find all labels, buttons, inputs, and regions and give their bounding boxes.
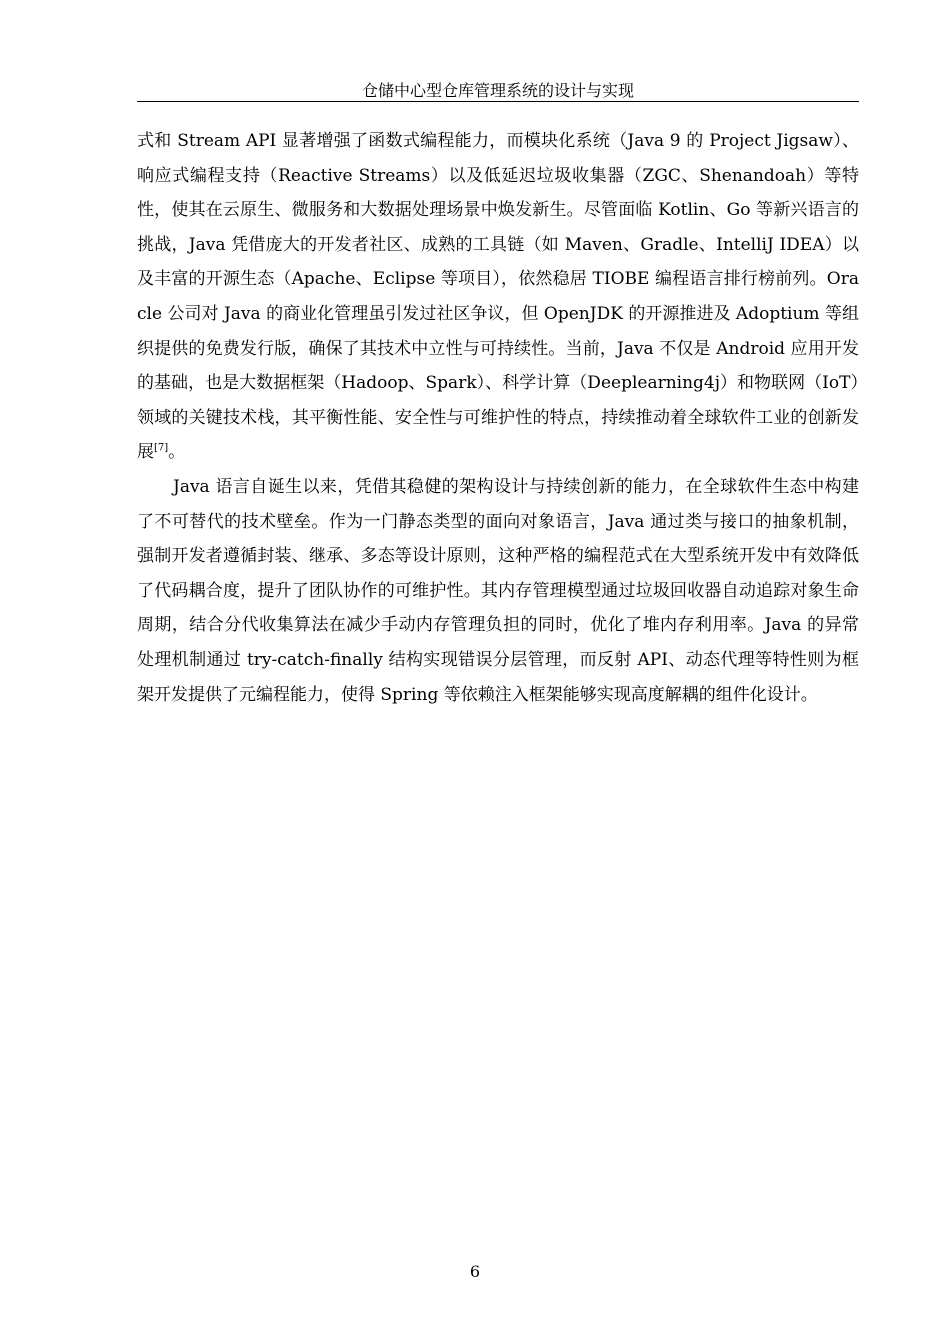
paragraph-java-ecosystem (137, 124, 859, 470)
paragraph-java-design: Java 语言自诞生以来，凭借其稳健的架构设计与持续创新的能力，在全球软件生态中构建了不可替代的技术壁垒。作为一门静态类型的面向对象语言，Java 通过类与接口的抽象机制，强制开发者遵循封装、继承、多态等设计原则，这种严格的编程范式在大型系统开发中有效降低了代码耦合度，提升了团队协作的可维护性。其内存管理模型通过垃圾回收器自动追踪对象生命周期，结合分代收集算法在减少手动内存管理负担的同时，优化了堆内存利用率。Java 的异常处理机制通过 try-catch-finally 结构实现错误分层管理，而反射 API、动态代理等特性则为框架开发提供了元编程能力，使得 Spring 等依赖注入框架能够实现高度解耦的组件化设计。 (137, 476, 859, 705)
paragraph-end-punctuation: 。 (168, 442, 186, 463)
running-header: 仓储中心型仓库管理系统的设计与实现 (361, 81, 634, 100)
page-number: 6 (469, 1262, 481, 1281)
header-divider (137, 101, 859, 102)
body-text (137, 124, 859, 712)
citation-marker: [7] (154, 442, 169, 454)
paragraph-text: 式和 Stream API 显著增强了函数式编程能力，而模块化系统（Java 9 的 Project Jigsaw）、响应式编程支持（Reactive Streams）以及低延迟垃圾收集器（ZGC、Shenandoah）等特性，使其在云原生、微服务和大数据处理场景中焕发新生。尽管面临 Kotlin、Go 等新兴语言的挑战，Java 凭借庞大的开发者社区、成熟的工具链（如 Maven、Gradle、IntelliJ IDEA）以及丰富的开源生态（Apache、Eclipse 等项目），依然稳居 TIOBE 编程语言排行榜前列。Oracle 公司对 Java 的商业化管理虽引发过社区争议，但 OpenJDK 的开源推进及 Adoptium 等组织提供的免费发行版，确保了其技术中立性与可持续性。当前，Java 不仅是 Android 应用开发的基础，也是大数据框架（Hadoop、Spark）、科学计算（Deeplearning4j）和物联网（IoT）领域的关键技术栈，其平衡性能、安全性与可维护性的特点，持续推动着全球软件工业的创新发展 (137, 131, 859, 463)
